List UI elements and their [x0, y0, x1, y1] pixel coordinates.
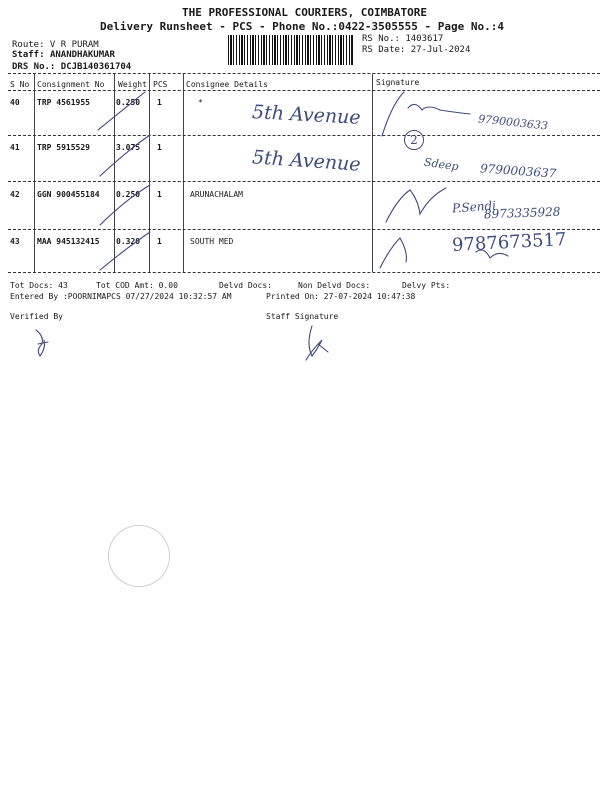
signature-stroke [382, 92, 470, 136]
handwritten-phone: 9790003637 [479, 161, 557, 181]
row-sno: 42 [10, 190, 20, 199]
row-sno: 43 [10, 237, 20, 246]
handwritten-name: P.Sendi [451, 198, 497, 216]
col-consignee: Consignee Details [186, 80, 268, 89]
entered-by: Entered By :POORNIMAPCS 07/27/2024 10:32:57 AM [10, 292, 232, 301]
delivered-docs: Delvd Docs: [219, 281, 272, 290]
row-pcs: 1 [157, 190, 162, 199]
handwritten-name: Sdeep [423, 155, 460, 174]
non-delivered-docs: Non Delvd Docs: [298, 281, 371, 290]
row-pcs: 1 [157, 98, 162, 107]
row-pcs: 1 [157, 143, 162, 152]
handwritten-phone: 8973335928 [483, 204, 561, 222]
pen-stroke [100, 185, 150, 225]
col-sno: S No [10, 80, 30, 89]
row-consignee: * [198, 98, 203, 107]
printed-on: Printed On: 27-07-2024 10:47:38 [266, 292, 416, 301]
signature-stroke [36, 330, 48, 356]
route-text: Route: V R PURAM [12, 40, 99, 50]
row-sno: 40 [10, 98, 20, 107]
row-consignment: TRP 5915529 [37, 143, 90, 152]
col-consignment: Consignment No [37, 80, 105, 89]
rs-date: RS Date: 27-Jul-2024 [362, 45, 471, 55]
row-weight: 0.250 [116, 98, 141, 107]
signature-stroke [380, 238, 508, 268]
col-weight: Weight [118, 80, 147, 89]
signature-stroke [386, 188, 446, 222]
handwritten-phone: 9787673517 [451, 229, 568, 256]
staff-signature: Staff Signature [266, 312, 339, 321]
col-signature: Signature [376, 78, 420, 87]
row-pcs: 1 [157, 237, 162, 246]
total-docs: Tot Docs: 43 [10, 281, 68, 290]
row-consignment: MAA 945132415 [37, 237, 100, 246]
row-consignee: SOUTH MED [190, 237, 234, 246]
pen-stroke [100, 135, 150, 176]
col-pcs: PCS [153, 80, 168, 89]
handwritten-phone: 9790003633 [477, 112, 549, 133]
pen-stroke [100, 232, 150, 270]
handwritten-address: 5th Avenue [251, 146, 362, 176]
row-weight: 0.320 [116, 237, 141, 246]
company-title: THE PROFESSIONAL COURIERS, COIMBATORE [182, 6, 428, 19]
row-weight: 3.075 [116, 143, 141, 152]
runsheet-title: Delivery Runsheet - PCS - Phone No.:0422-3505555 - Page No.:4 [100, 20, 504, 33]
staff-label: Staff: [12, 50, 45, 60]
row-weight: 0.250 [116, 190, 141, 199]
drs-number: DCJB140361704 [60, 62, 132, 72]
staff-name: ANANDHAKUMAR [49, 50, 115, 60]
row-consignment: TRP 4561955 [37, 98, 90, 107]
total-cod: Tot COD Amt: 0.00 [96, 281, 178, 290]
delivery-points: Delvy Pts: [402, 281, 451, 290]
row-consignment: GGN 900455184 [37, 190, 100, 199]
row-sno: 41 [10, 143, 20, 152]
pen-stroke [98, 92, 145, 130]
rs-number: RS No.: 1403617 [362, 34, 444, 44]
drs-label: DRS No.: [12, 62, 56, 72]
row-consignee: ARUNACHALAM [190, 190, 243, 199]
handwritten-address: 5th Avenue [251, 101, 362, 129]
signature-stroke [306, 326, 328, 360]
circled-number: 2 [404, 130, 424, 150]
verified-by: Verified By [10, 312, 63, 321]
